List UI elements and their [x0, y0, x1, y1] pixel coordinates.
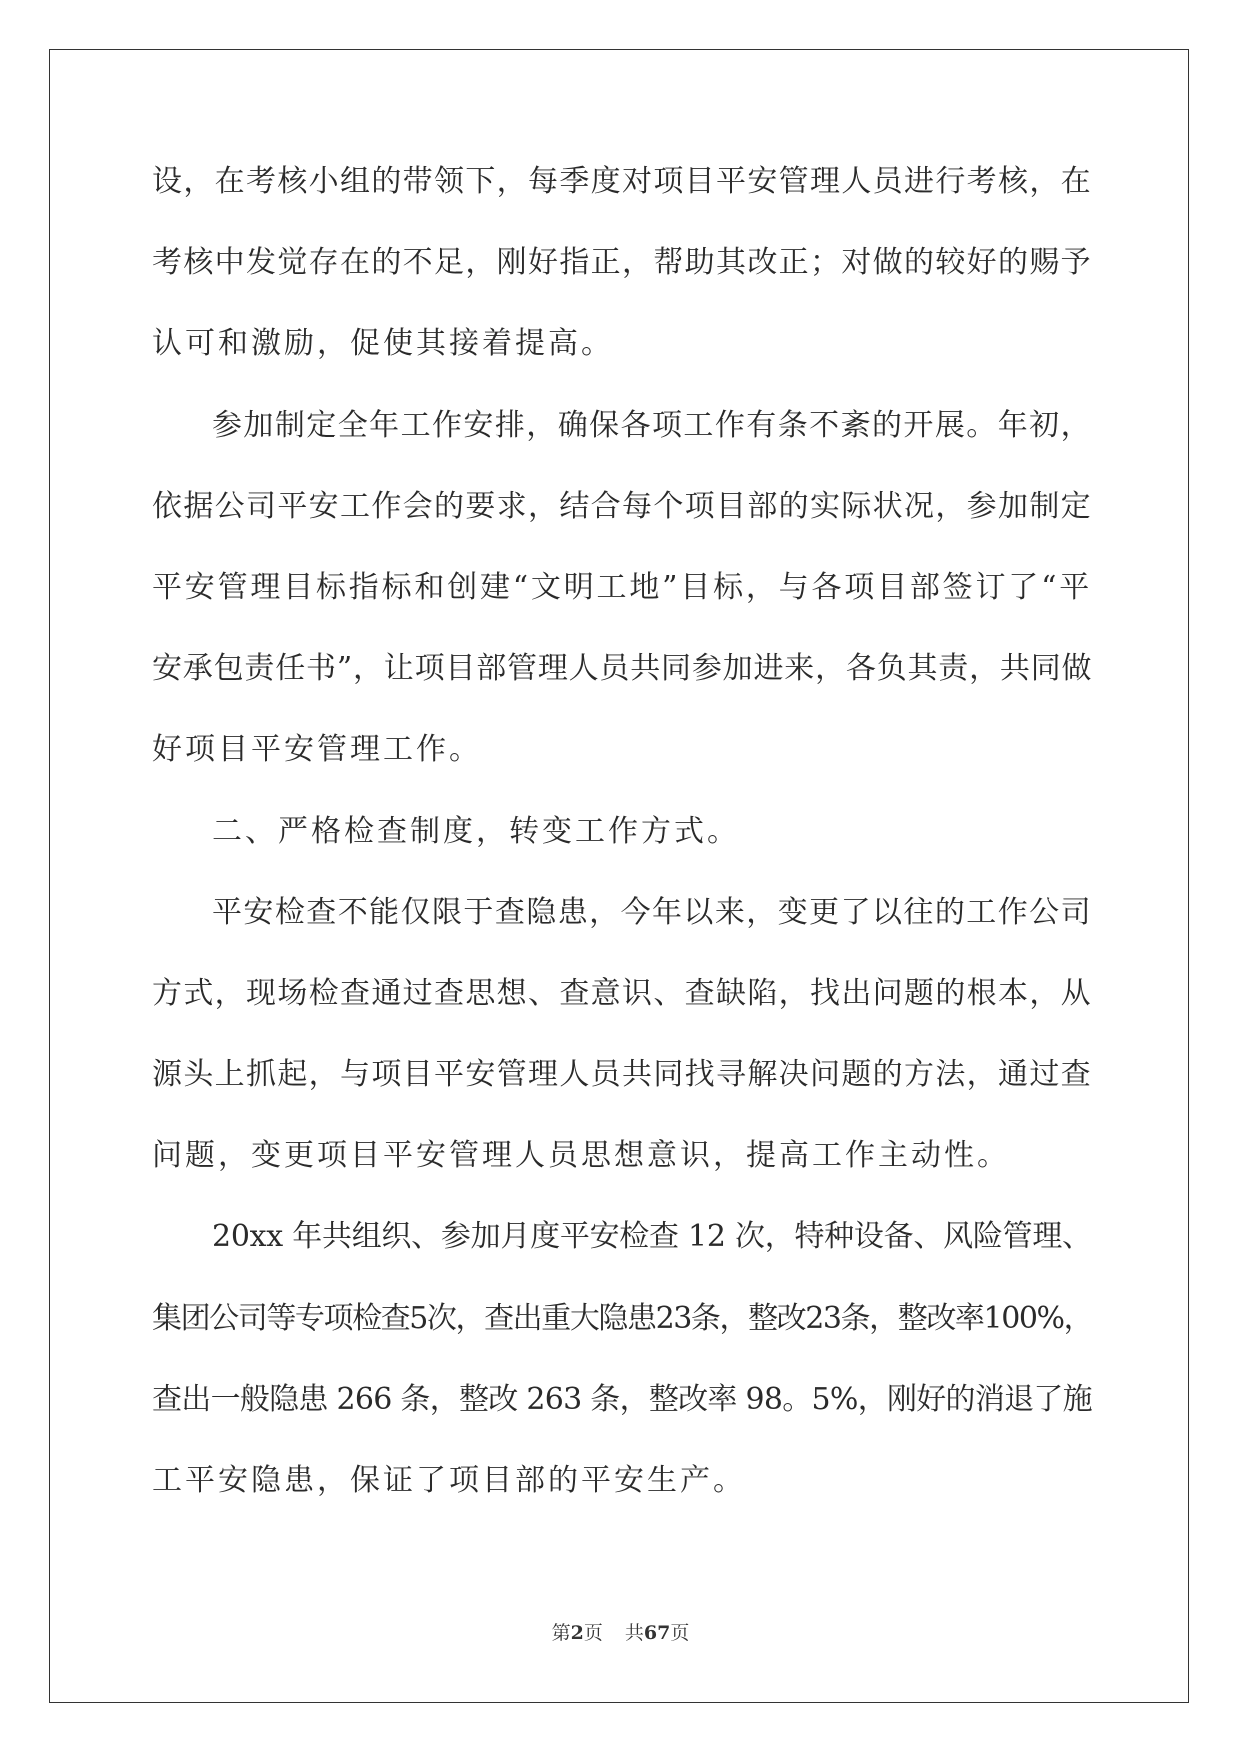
text-line: 方式，现场检查通过查思想、查意识、查缺陷，找出问题的根本，从 — [152, 975, 1092, 1011]
page-suffix: 页 — [583, 1622, 603, 1644]
text-line: 平安管理目标指标和创建“文明工地”目标，与各项目部签订了“平 — [152, 569, 1093, 605]
text-line: 设，在考核小组的带领下，每季度对项目平安管理人员进行考核，在 — [152, 164, 1092, 199]
text-line: 平安检查不能仅限于查隐患，今年以来，变更了以往的工作公司 — [212, 894, 1092, 930]
total-pages: 67 — [643, 1622, 671, 1644]
page-prefix: 第 — [551, 1622, 571, 1644]
total-prefix: 共 — [624, 1622, 644, 1644]
text-line: 安承包责任书”，让项目部管理人员共同参加进来，各负其责，共同做 — [152, 651, 1093, 687]
page-number: 2 — [570, 1622, 584, 1644]
text-line: 问题，变更项目平安管理人员思想意识，提高工作主动性。 — [152, 1138, 1010, 1174]
text-line: 二、严格检查制度，转变工作方式。 — [212, 813, 740, 849]
text-line: 好项目平安管理工作。 — [152, 732, 482, 768]
text-line: 考核中发觉存在的不足，刚好指正，帮助其改正；对做的较好的赐予 — [152, 245, 1092, 281]
text-line: 依据公司平安工作会的要求，结合每个项目部的实际状况，参加制定 — [152, 488, 1092, 524]
document-body — [152, 158, 1092, 1538]
text-line: 参加制定全年工作安排，确保各项工作有条不紊的开展。年初， — [212, 407, 1092, 443]
total-suffix: 页 — [670, 1622, 690, 1644]
text-line: 工平安隐患，保证了项目部的平安生产。 — [152, 1463, 746, 1498]
page-footer — [0, 1618, 1241, 1645]
text-line: 集团公司等专项检查5次，查出重大隐患23条，整改23条，整改率100%， — [152, 1300, 1093, 1336]
text-line: 20xx 年共组织、参加月度平安检查 12 次，特种设备、风险管理、 — [212, 1219, 1092, 1255]
text-line: 查出一般隐患 266 条，整改 263 条，整改率 98。5%，刚好的消退了施 — [152, 1381, 1092, 1417]
text-line: 源头上抓起，与项目平安管理人员共同找寻解决问题的方法，通过查 — [152, 1057, 1092, 1093]
text-line: 认可和激励，促使其接着提高。 — [152, 326, 614, 362]
